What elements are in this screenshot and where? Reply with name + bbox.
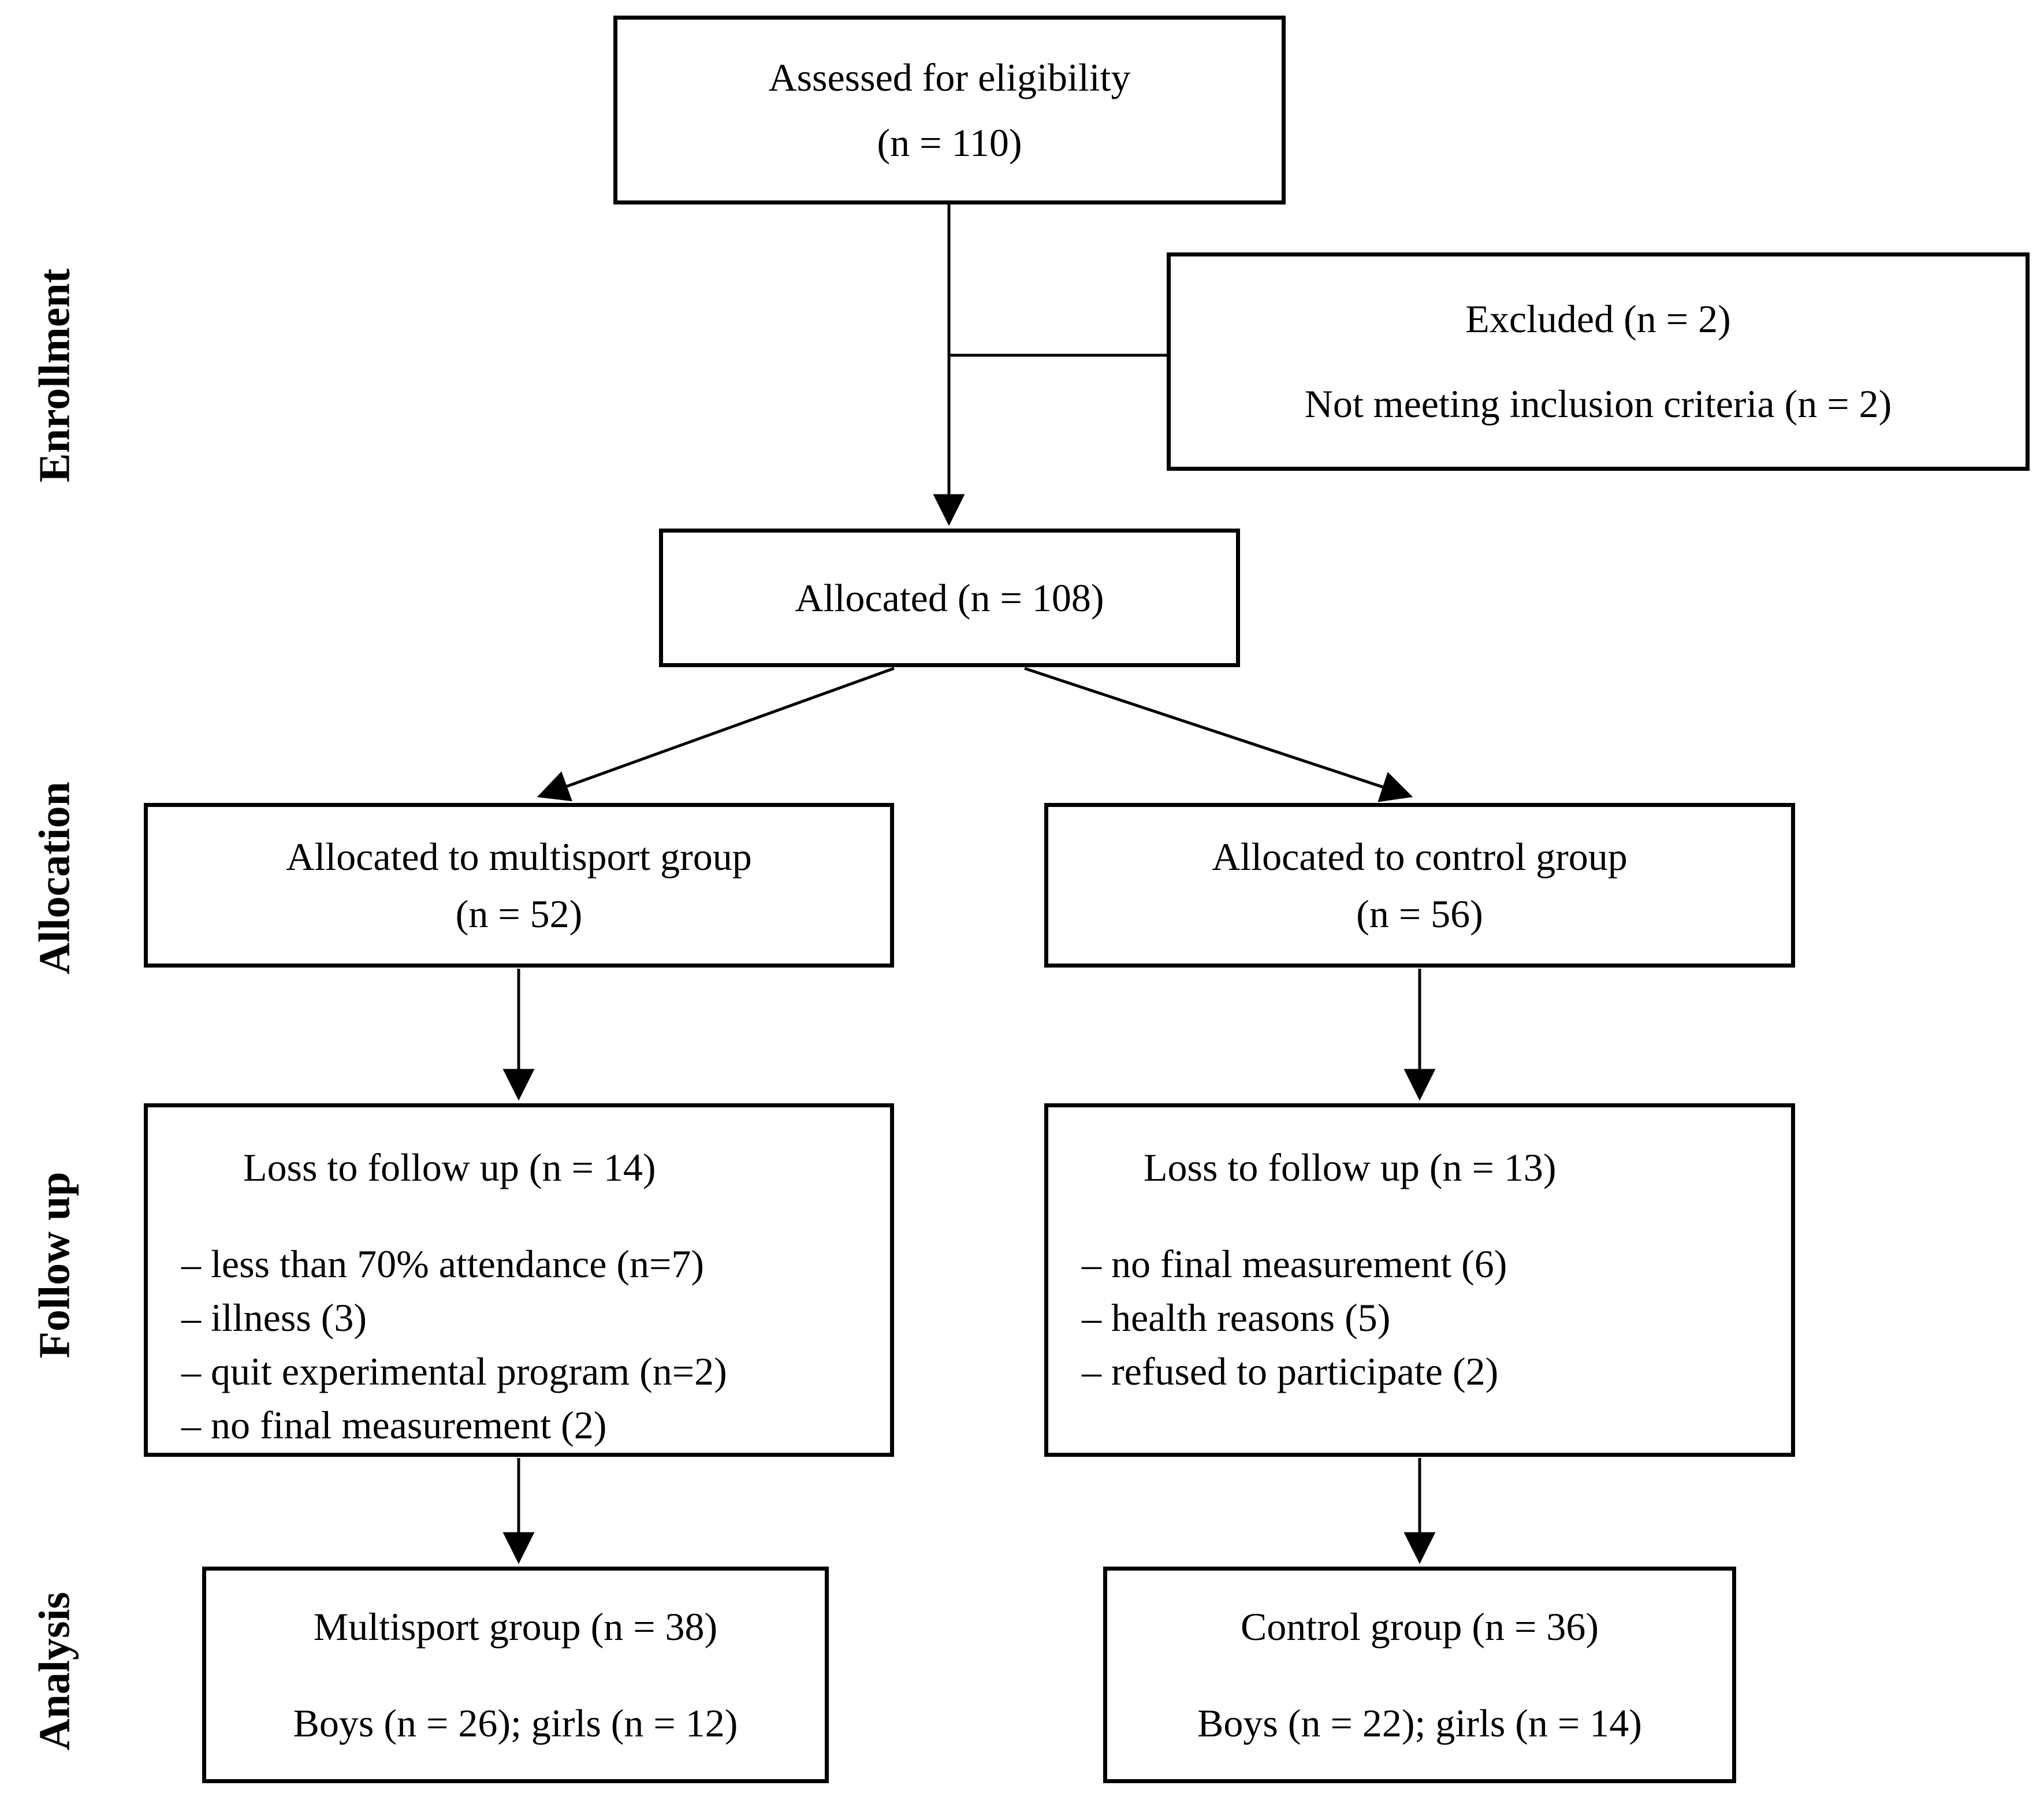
followup-control-item: – refused to participate (2) xyxy=(1082,1349,1499,1393)
box-allocated-multisport xyxy=(144,803,894,968)
excluded-line2: Not meeting inclusion criteria (n = 2) xyxy=(1304,382,1892,426)
followup-control-item: – no final measurement (6) xyxy=(1082,1242,1507,1286)
box-allocated-control xyxy=(1044,803,1795,968)
stage-label-followup: Follow up xyxy=(30,1171,79,1359)
box-assessed-eligibility xyxy=(613,16,1286,204)
followup-multisport-item: – quit experimental program (n=2) xyxy=(181,1349,727,1393)
analysis-multisport-line1: Multisport group (n = 38) xyxy=(313,1604,718,1649)
followup-multisport-item: – no final measurement (2) xyxy=(181,1403,607,1447)
stage-label-allocation: Allocation xyxy=(30,782,79,974)
allocated-line1: Allocated (n = 108) xyxy=(795,575,1104,620)
box-excluded xyxy=(1167,252,2030,471)
box-analysis-multisport xyxy=(202,1567,829,1783)
excluded-line1: Excluded (n = 2) xyxy=(1465,297,1731,341)
box-analysis-control xyxy=(1103,1567,1736,1783)
assessed-line2: (n = 110) xyxy=(877,120,1022,165)
followup-control-title: Loss to follow up (n = 13) xyxy=(1144,1145,1557,1189)
assessed-line1: Assessed for eligibility xyxy=(768,55,1131,99)
alloc-multisport-line1: Allocated to multisport group xyxy=(286,834,752,879)
box-allocated xyxy=(659,529,1240,667)
box-followup-control xyxy=(1044,1103,1795,1457)
box-followup-multisport xyxy=(144,1103,894,1457)
analysis-multisport-line2: Boys (n = 26); girls (n = 12) xyxy=(293,1701,738,1745)
followup-multisport-item: – illness (3) xyxy=(181,1296,367,1340)
arrow-allocated-to-control xyxy=(1025,668,1410,796)
followup-multisport-item: – less than 70% attendance (n=7) xyxy=(181,1242,705,1286)
followup-multisport-title: Loss to follow up (n = 14) xyxy=(243,1145,656,1189)
stage-label-enrollment: Enrollment xyxy=(30,268,79,483)
alloc-control-line2: (n = 56) xyxy=(1356,891,1483,936)
analysis-control-line2: Boys (n = 22); girls (n = 14) xyxy=(1197,1701,1642,1745)
followup-control-item: – health reasons (5) xyxy=(1082,1296,1391,1340)
alloc-multisport-line2: (n = 52) xyxy=(455,891,583,936)
alloc-control-line1: Allocated to control group xyxy=(1212,834,1628,879)
stage-label-analysis: Analysis xyxy=(30,1591,79,1751)
analysis-control-line1: Control group (n = 36) xyxy=(1240,1604,1599,1649)
arrow-allocated-to-multisport xyxy=(540,668,894,796)
